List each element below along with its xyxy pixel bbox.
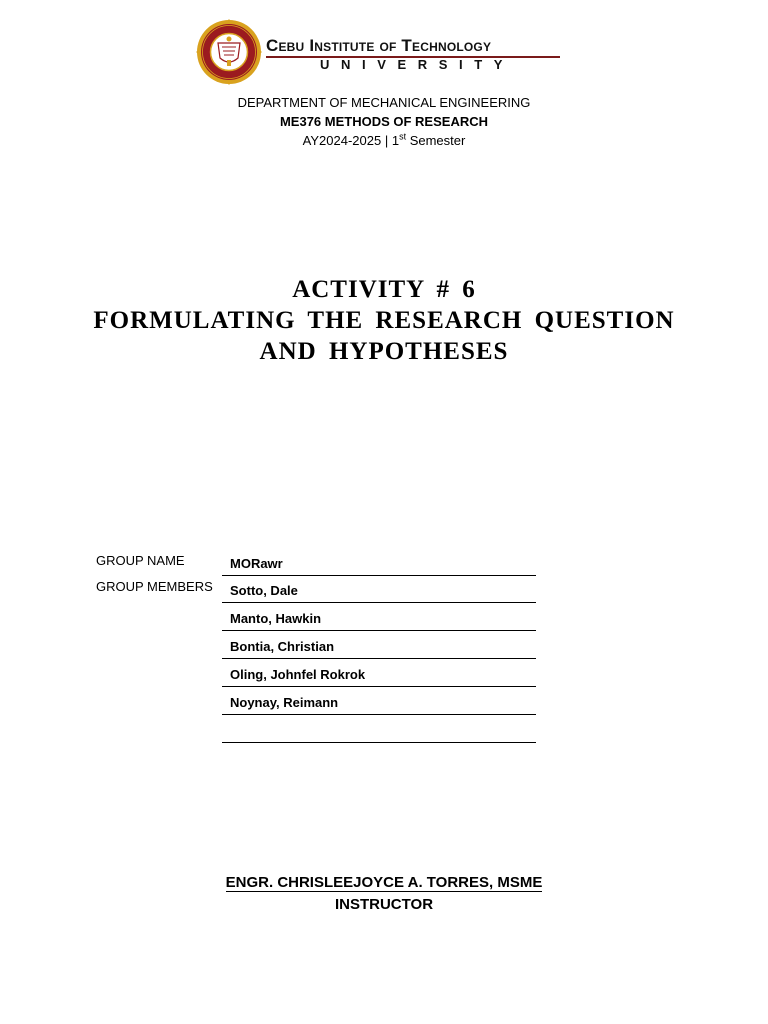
- semester-line: [0, 131, 768, 150]
- member-name: Noynay, Reimann: [230, 695, 339, 710]
- course-name: ME376 METHODS OF RESEARCH: [279, 114, 489, 129]
- department-info: [0, 93, 768, 150]
- university-seal-icon: [196, 19, 262, 85]
- member-name: Oling, Johnfel Rokrok: [230, 667, 366, 682]
- semester-ordinal: st: [399, 131, 407, 142]
- title-line-1: ACTIVITY # 6: [292, 276, 476, 303]
- instructor-block: [0, 872, 768, 916]
- university-header: [196, 19, 566, 89]
- member-name: Bontia, Christian: [230, 639, 335, 654]
- member-name: Sotto, Dale: [230, 583, 298, 598]
- instructor-role: INSTRUCTOR: [334, 896, 434, 913]
- member-row: [222, 659, 536, 687]
- title-line-2: FORMULATING THE RESEARCH QUESTION: [93, 307, 675, 334]
- department-name: DEPARTMENT OF MECHANICAL ENGINEERING: [237, 95, 531, 110]
- instructor-name: ENGR. CHRISLEEJOYCE A. TORRES, MSME: [225, 874, 543, 891]
- member-row: [222, 687, 536, 715]
- university-name: Cebu Institute of Technology: [266, 36, 492, 55]
- group-name-row: [222, 548, 536, 576]
- group-name-value: MORawr: [230, 556, 283, 571]
- member-row-empty: [222, 715, 536, 743]
- member-row: [222, 603, 536, 631]
- member-name: Manto, Hawkin: [230, 611, 322, 626]
- member-row: [222, 575, 536, 603]
- semester-prefix: AY2024-2025 | 1: [302, 133, 400, 148]
- title-line-3: AND HYPOTHESES: [259, 338, 509, 365]
- group-members-label: GROUP MEMBERS: [96, 579, 213, 594]
- member-row: [222, 631, 536, 659]
- group-name-label: GROUP NAME: [96, 553, 185, 568]
- university-subtitle: UNIVERSITY: [320, 57, 515, 72]
- semester-suffix: Semester: [406, 133, 466, 148]
- activity-title: [0, 274, 768, 367]
